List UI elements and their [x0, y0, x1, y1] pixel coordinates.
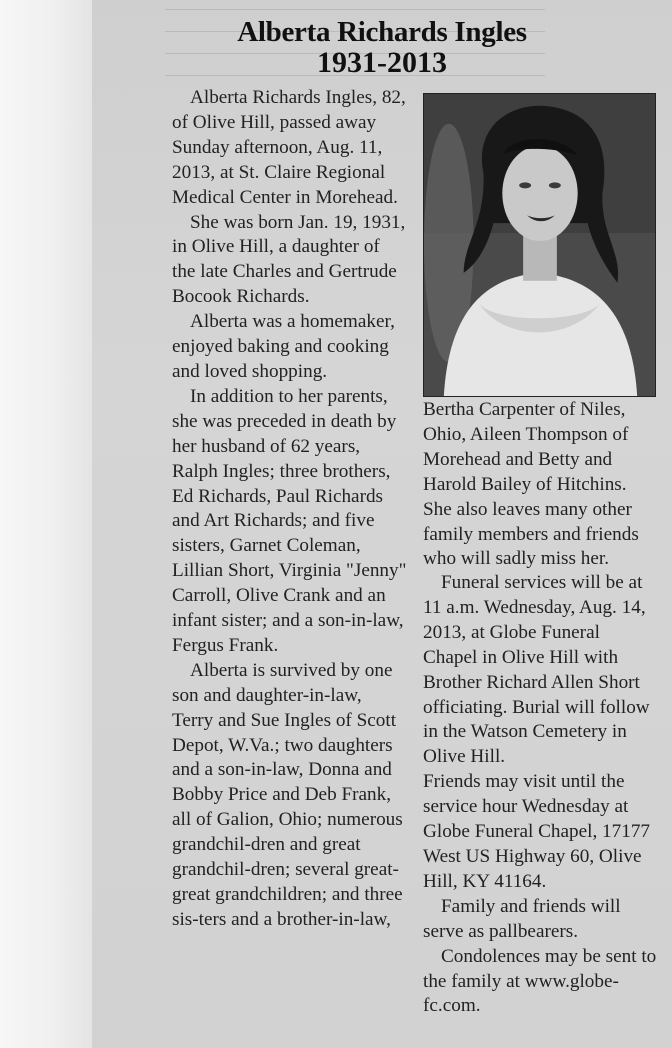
- paragraph-visitation: Friends may visit until the service hour Wednesday at Globe Funeral Chapel, 17177 West US Highway 60, Olive Hill, KY 41164.: [423, 771, 651, 892]
- obituary-name: Alberta Richards Ingles: [237, 16, 527, 48]
- obituary-years: 1931-2013: [317, 46, 447, 79]
- right-column-continuation: [423, 398, 659, 572]
- right-column: [423, 571, 659, 1019]
- left-column: [172, 86, 407, 933]
- paragraph-pallbearers: Family and friends will serve as pallbearers.: [423, 895, 621, 942]
- paragraph-birth: She was born Jan. 19, 1931, in Olive Hill, a daughter of the late Charles and Gertrude Bocook Richards.: [172, 211, 406, 308]
- paragraph-survivors: Alberta is survived by one son and daughter-in-law, Terry and Sue Ingles of Scott Depot, W.Va.; two daughters and a son-in-law, Donna and Bobby Price and Deb Frank, all of Galion, Ohio; numerous grandchil-dren and great grandchil-dren; several great-great grandchildren; and three sis-ters and a brother-in-law,: [172, 659, 403, 930]
- paragraph-death-notice: Alberta Richards Ingles, 82, of Olive Hill, passed away Sunday afternoon, Aug. 11, 2013, at St. Claire Regional Medical Center in Morehead.: [172, 87, 406, 208]
- scan-margin: [0, 0, 92, 1048]
- portrait-photo: [423, 93, 656, 397]
- paragraph-funeral-services: Funeral services will be at 11 a.m. Wednesday, Aug. 14, 2013, at Globe Funeral Chapel in Olive Hill with Brother Richard Allen Short officiating. Burial will follow in the Watson Cemetery in Olive Hill.: [423, 572, 650, 768]
- paragraph-hobbies: Alberta was a homemaker, enjoyed baking and cooking and loved shopping.: [172, 311, 395, 382]
- paragraph-condolences: Condolences may be sent to the family at www.globe-fc.com.: [423, 945, 657, 1017]
- portrait-image: [424, 94, 655, 396]
- paragraph-survivors-continued: Bertha Carpenter of Niles, Ohio, Aileen Thompson of Morehead and Betty and Harold Bailey of Hitchins. She also leaves many other family members and friends who will sadly miss her.: [423, 399, 639, 570]
- paragraph-preceded-in-death: In addition to her parents, she was preceded in death by her husband of 62 years, Ralph Ingles; three brothers, Ed Richards, Paul Richards and Art Richards; and five sisters, Garnet Coleman, Lillian Short, Virginia "Jenny" Carroll, Olive Crank and an infant sister; and a son-in-law, Fergus Frank.: [172, 385, 407, 656]
